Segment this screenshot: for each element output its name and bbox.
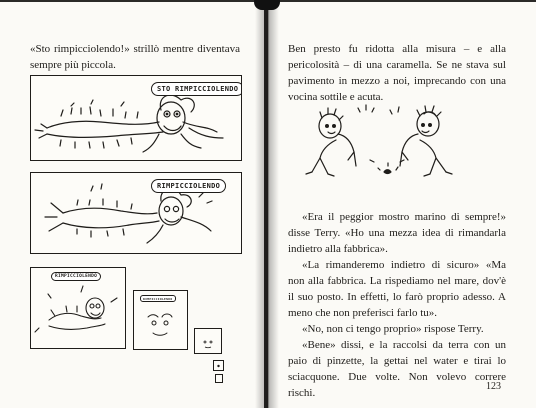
right-paragraph-top: Ben presto fu ridotta alla misura – e alla pericolosità – di una caramella. Se ne stava sul pavimento in mezzo a noi, imprecando con una vocina sottile e acuta. — [288, 43, 506, 103]
speech-bubble-1: STO RIMPICCIOLENDO — [151, 82, 242, 96]
left-paragraph: «Sto rimpicciolendo!» strillò mentre diventava sempre più piccola. — [30, 43, 240, 71]
speech-bubble-2: RIMPICCIOLENDO — [151, 179, 226, 193]
comic-panel-7 — [215, 374, 223, 383]
comic-panel-5 — [194, 328, 222, 354]
comic-panel-2 — [30, 172, 242, 254]
panel-6-drawing — [214, 361, 223, 370]
boys-looking-at-tiny-mermaid-illustration — [300, 100, 460, 192]
comic-panel-4 — [133, 290, 188, 350]
comic-panel-1 — [30, 75, 242, 161]
speech-bubble-4: RIMPICCIOLENDO — [140, 295, 176, 302]
book-gutter — [255, 0, 279, 408]
panel-5-drawing — [195, 329, 221, 353]
right-paragraph-1: «Era il peggior mostro marino di sempre!» disse Terry. «Ho una mezza idea di rimandarla indietro alla fabbrica». — [288, 211, 506, 255]
right-paragraph-3: «No, non ci tengo proprio» rispose Terry. — [302, 323, 484, 335]
right-paragraph-4: «Bene» dissi, e la raccolsi da terra con un paio di pinzette, la gettai nel water e tirai lo sciacquone. Due volte. Non volevo correre rischi. — [288, 339, 506, 399]
right-paragraphs-bottom — [288, 209, 506, 401]
comic-panel-6 — [213, 360, 224, 371]
comic-panel-3 — [30, 267, 126, 349]
book-spine-top — [254, 0, 280, 10]
speech-bubble-3: RIMPICCIOLENDO — [51, 272, 101, 281]
page-number: 123 — [486, 381, 501, 392]
right-paragraph-2: «La rimanderemo indietro di sicuro» «Ma non alla fabbrica. La rispediamo nel mare, dov'è il suo posto. In effetti, lo farò proprio adesso. A meno che non preferisci farlo tu». — [288, 259, 506, 319]
